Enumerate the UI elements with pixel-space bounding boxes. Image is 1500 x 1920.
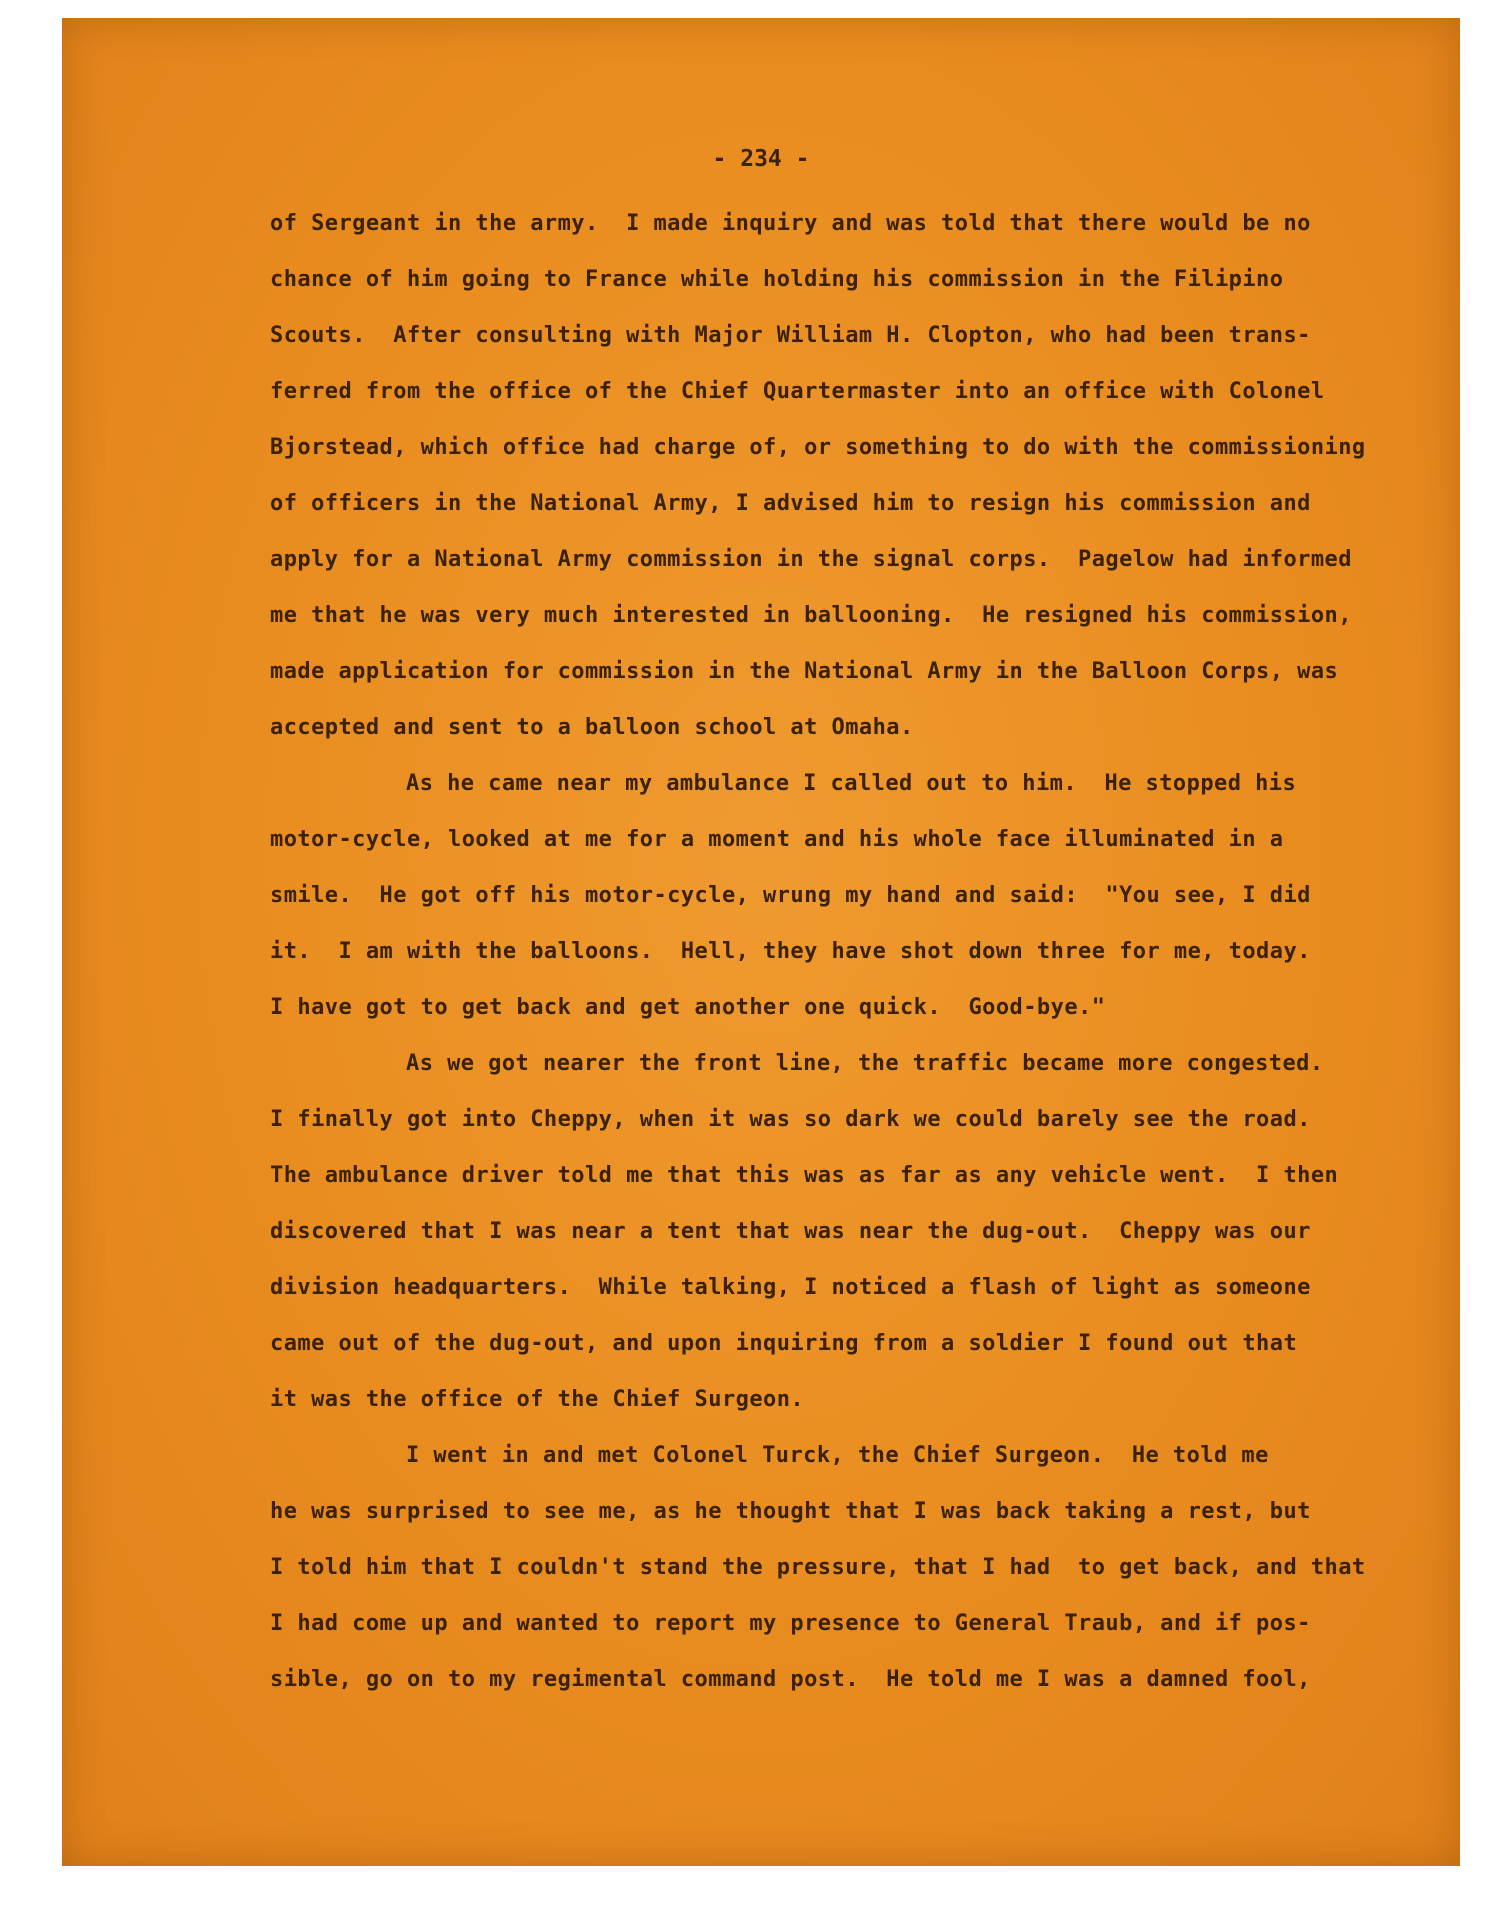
text-line: chance of him going to France while holding his commission in the Filipino <box>270 267 1284 292</box>
typed-page <box>62 18 1460 1866</box>
text-line: of officers in the National Army, I advised him to resign his commission and <box>270 491 1311 516</box>
page-number: - 234 - <box>712 146 810 172</box>
text-line: Scouts. After consulting with Major William H. Clopton, who had been trans- <box>270 323 1311 348</box>
paragraph-2 <box>270 756 1410 1036</box>
text-line: motor-cycle, looked at me for a moment and his whole face illuminated in a <box>270 827 1284 852</box>
text-line: As we got nearer the front line, the traffic became more congested. <box>406 1051 1324 1076</box>
text-line: came out of the dug-out, and upon inquiring from a soldier I found out that <box>270 1331 1298 1356</box>
text-line: I finally got into Cheppy, when it was so dark we could barely see the road. <box>270 1107 1311 1132</box>
paragraph-1 <box>270 196 1410 756</box>
text-line: Bjorstead, which office had charge of, or something to do with the commissioning <box>270 435 1366 460</box>
body-text <box>270 196 1410 1708</box>
text-line: he was surprised to see me, as he thought that I was back taking a rest, but <box>270 1499 1311 1524</box>
text-line: I have got to get back and get another one quick. Good-bye." <box>270 995 1106 1020</box>
text-line: smile. He got off his motor-cycle, wrung my hand and said: "You see, I did <box>270 883 1311 908</box>
text-line: division headquarters. While talking, I noticed a flash of light as someone <box>270 1275 1311 1300</box>
text-line: of Sergeant in the army. I made inquiry and was told that there would be no <box>270 211 1311 236</box>
paragraph-4 <box>270 1428 1410 1708</box>
text-line: it was the office of the Chief Surgeon. <box>270 1387 805 1412</box>
text-line: accepted and sent to a balloon school at Omaha. <box>270 715 914 740</box>
paragraph-3 <box>270 1036 1410 1428</box>
text-line: apply for a National Army commission in the signal corps. Pagelow had informed <box>270 547 1352 572</box>
text-line: As he came near my ambulance I called out to him. He stopped his <box>406 771 1297 796</box>
text-line: ferred from the office of the Chief Quartermaster into an office with Colonel <box>270 379 1325 404</box>
text-line: me that he was very much interested in ballooning. He resigned his commission, <box>270 603 1352 628</box>
text-line: made application for commission in the National Army in the Balloon Corps, was <box>270 659 1339 684</box>
text-line: discovered that I was near a tent that was near the dug-out. Cheppy was our <box>270 1219 1311 1244</box>
text-line: I had come up and wanted to report my presence to General Traub, and if pos- <box>270 1611 1311 1636</box>
text-line: I went in and met Colonel Turck, the Chief Surgeon. He told me <box>406 1443 1269 1468</box>
text-line: The ambulance driver told me that this was as far as any vehicle went. I then <box>270 1163 1339 1188</box>
text-line: it. I am with the balloons. Hell, they have shot down three for me, today. <box>270 939 1311 964</box>
text-line: sible, go on to my regimental command post. He told me I was a damned fool, <box>270 1667 1311 1692</box>
text-line: I told him that I couldn't stand the pressure, that I had to get back, and that <box>270 1555 1366 1580</box>
